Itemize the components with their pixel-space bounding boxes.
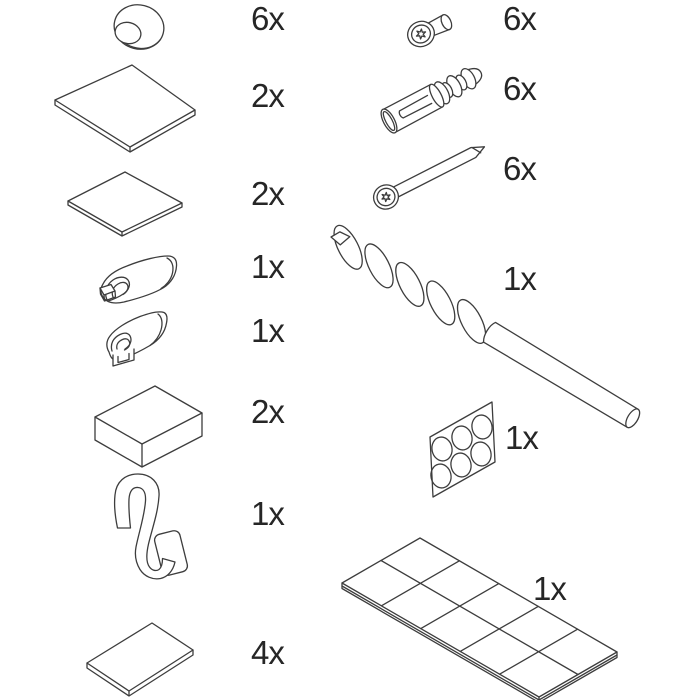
rectangular-block-drawing bbox=[95, 386, 202, 467]
large-square-pad-drawing bbox=[55, 65, 195, 152]
qty-label-s-hook: 1x bbox=[251, 495, 284, 532]
sticker-sheet-drawing bbox=[429, 402, 495, 497]
flat-head-screw-drawing bbox=[403, 9, 455, 51]
qty-label-end-cap-b: 1x bbox=[251, 312, 284, 349]
qty-label-grid-sheet: 1x bbox=[533, 570, 566, 607]
qty-label-short-screw: 6x bbox=[503, 0, 536, 37]
cover-cap-drawing bbox=[109, 0, 168, 54]
qty-label-cover-cap: 6x bbox=[251, 0, 284, 37]
long-screw-drawing bbox=[369, 136, 489, 213]
qty-label-small-pad: 2x bbox=[251, 175, 284, 212]
qty-label-drill-bit: 1x bbox=[503, 260, 536, 297]
qty-label-large-pad: 2x bbox=[251, 77, 284, 114]
qty-label-block: 2x bbox=[251, 393, 284, 430]
profile-end-cap-b-drawing bbox=[107, 312, 167, 366]
qty-label-sticker-sheet: 1x bbox=[505, 419, 538, 456]
small-square-pad-drawing bbox=[68, 172, 182, 236]
qty-label-flat-pad: 4x bbox=[251, 634, 284, 671]
profile-end-cap-a-drawing bbox=[100, 256, 177, 303]
flat-pad-drawing bbox=[87, 623, 193, 696]
qty-label-long-screw: 6x bbox=[503, 150, 536, 187]
wall-plug-drawing bbox=[378, 61, 487, 136]
drill-bit-drawing bbox=[315, 216, 648, 439]
qty-label-end-cap-a: 1x bbox=[251, 248, 284, 285]
s-hook-drawing bbox=[115, 474, 189, 579]
grid-sheet-drawing bbox=[342, 538, 617, 700]
qty-label-wall-plug: 6x bbox=[503, 70, 536, 107]
